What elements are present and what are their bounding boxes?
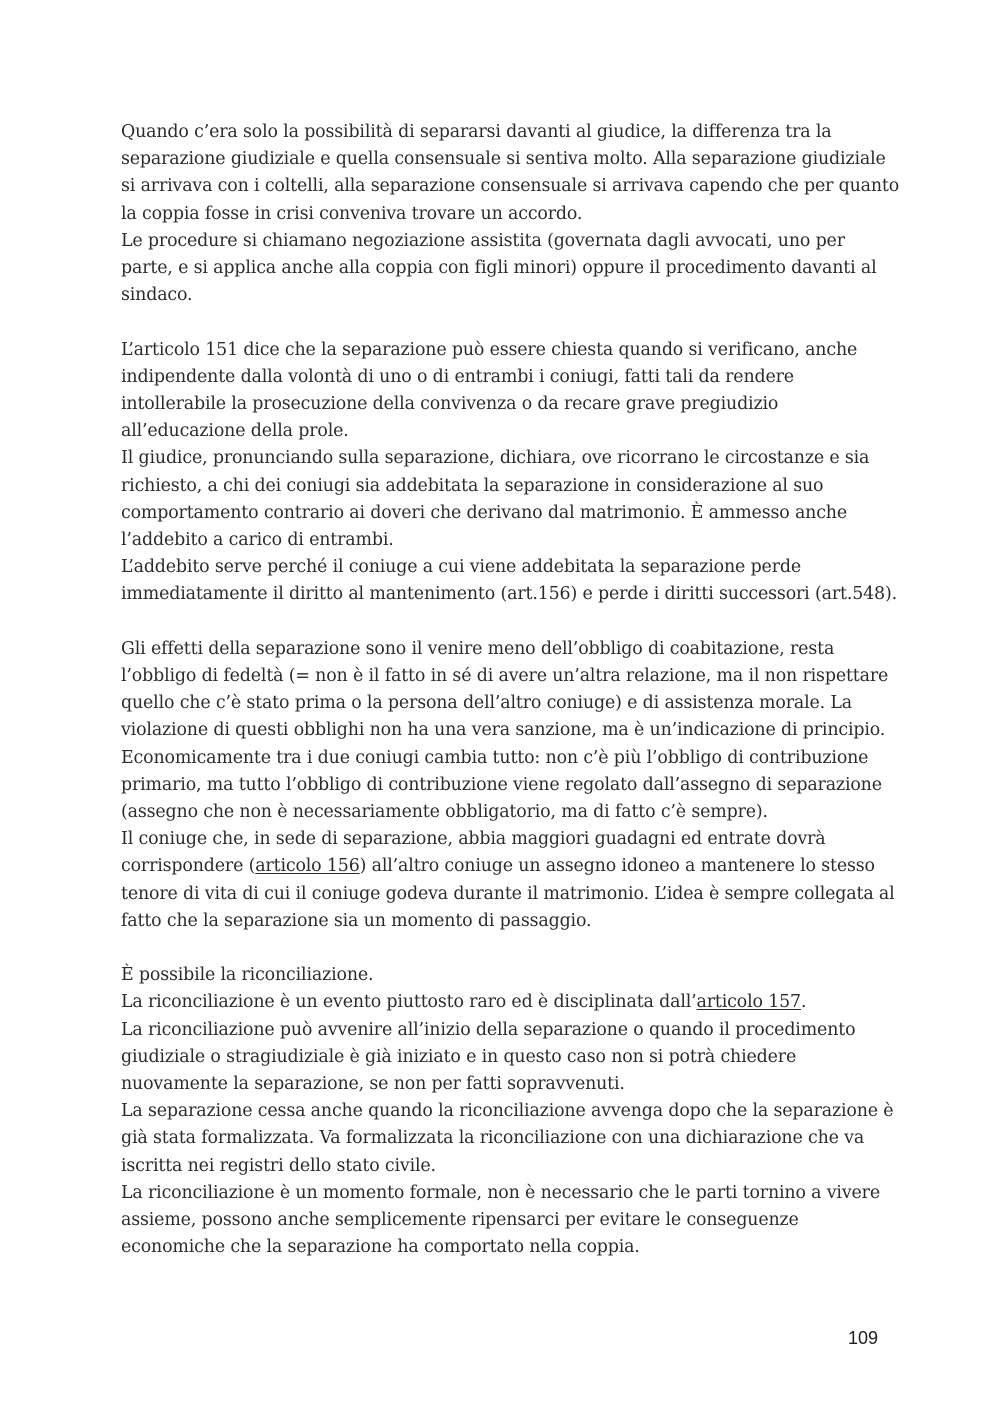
text-line xyxy=(121,146,893,173)
text-segment: Economicamente tra i due coniugi cambia tutto: non c’è più l’obbligo di contribuzione xyxy=(121,747,869,768)
text-line xyxy=(121,1098,893,1125)
text-segment: parte, e si applica anche alla coppia con figli minori) oppure il procedimento davanti al xyxy=(121,258,877,279)
text-segment: quello che c’è stato prima o la persona dell’altro coniuge) e di assistenza morale. La xyxy=(121,693,853,714)
text-segment: la coppia fosse in crisi conveniva trovare un accordo. xyxy=(121,203,583,224)
text-segment: Gli effetti della separazione sono il venire meno dell’obbligo di coabitazione, resta xyxy=(121,638,835,659)
text-segment: indipendente dalla volontà di uno o di entrambi i coniugi, fatti tali da rendere xyxy=(121,366,794,387)
text-line xyxy=(121,690,893,717)
text-line xyxy=(121,581,897,608)
article-link[interactable]: articolo 156 xyxy=(255,856,360,877)
text-segment: La riconciliazione è un momento formale, non è necessario che le parti tornino a vivere xyxy=(121,1182,880,1203)
text-segment: si arrivava con i coltelli, alla separazione consensuale si arrivava capendo che per quanto xyxy=(121,176,900,197)
body-text xyxy=(121,119,900,1289)
text-line xyxy=(121,473,893,500)
text-line xyxy=(121,1044,893,1071)
paragraph xyxy=(121,636,893,935)
text-line xyxy=(121,228,893,255)
text-line xyxy=(121,799,893,826)
text-line xyxy=(121,391,893,418)
text-segment: assieme, possono anche semplicemente ripensarci per evitare le conseguenze xyxy=(121,1210,799,1231)
text-line xyxy=(121,554,893,581)
text-line xyxy=(121,445,893,472)
text-segment: Le procedure si chiamano negoziazione assistita (governata dagli avvocati, uno per xyxy=(121,230,845,251)
text-segment: tenore di vita di cui il coniuge godeva durante il matrimonio. L’idea è sempre collegata al xyxy=(121,883,895,904)
text-segment: intollerabile la prosecuzione della convivenza o da recare grave pregiudizio xyxy=(121,394,779,415)
text-line xyxy=(121,663,893,690)
text-line xyxy=(121,1125,893,1152)
text-line xyxy=(121,173,900,200)
paragraph xyxy=(121,119,900,309)
text-line xyxy=(121,1207,893,1234)
text-segment: immediatamente il diritto al mantenimento (art.156) e perde i diritti successori (art.548). xyxy=(121,584,897,605)
text-segment: L’articolo 151 dice che la separazione può essere chiesta quando si verificano, anche xyxy=(121,339,858,360)
text-line xyxy=(121,717,893,744)
paragraph xyxy=(121,962,893,1261)
text-segment: sindaco. xyxy=(121,285,193,306)
text-segment: l’obbligo di fedeltà (= non è il fatto in sé di avere un’altra relazione, ma il non rispettare xyxy=(121,666,889,687)
text-line xyxy=(121,989,893,1016)
text-segment: . xyxy=(800,992,807,1013)
article-link[interactable]: articolo 157 xyxy=(696,992,801,1013)
page-number: 109 xyxy=(847,1328,878,1348)
text-segment: richiesto, a chi dei coniugi sia addebitata la separazione in considerazione al suo xyxy=(121,475,824,496)
text-line xyxy=(121,282,893,309)
text-line xyxy=(121,1234,893,1261)
text-segment: La riconciliazione può avvenire all’inizio della separazione o quando il procedimento xyxy=(121,1019,856,1040)
paragraph xyxy=(121,337,897,609)
text-line xyxy=(121,255,893,282)
text-segment: all’educazione della prole. xyxy=(121,421,349,442)
text-line xyxy=(121,636,893,663)
text-segment: l’addebito a carico di entrambi. xyxy=(121,530,394,551)
text-line xyxy=(121,418,893,445)
text-segment: iscritta nei registri dello stato civile. xyxy=(121,1155,436,1176)
text-line xyxy=(121,853,893,880)
text-line xyxy=(121,908,893,935)
text-line xyxy=(121,1071,893,1098)
text-segment: comportamento contrario ai doveri che derivano dal matrimonio. È ammesso anche xyxy=(121,502,847,523)
text-segment: La separazione cessa anche quando la riconciliazione avvenga dopo che la separazione è xyxy=(121,1101,894,1122)
text-line xyxy=(121,1153,893,1180)
text-line xyxy=(121,337,893,364)
text-segment: giudiziale o stragiudiziale è già iniziato e in questo caso non si potrà chiedere xyxy=(121,1046,797,1067)
text-segment: Il giudice, pronunciando sulla separazione, dichiara, ove ricorrano le circostanze e sia xyxy=(121,448,870,469)
text-line xyxy=(121,527,893,554)
text-line xyxy=(121,826,893,853)
text-line xyxy=(121,201,893,228)
text-segment: separazione giudiziale e quella consensuale si sentiva molto. Alla separazione giudiziale xyxy=(121,149,886,170)
text-segment: violazione di questi obblighi non ha una vera sanzione, ma è un’indicazione di principio. xyxy=(121,720,886,741)
text-line xyxy=(121,500,893,527)
text-segment: corrispondere ( xyxy=(121,856,256,877)
text-segment: primario, ma tutto l’obbligo di contribuzione viene regolato dall’assegno di separazione xyxy=(121,774,882,795)
text-segment: ) all’altro coniuge un assegno idoneo a mantenere lo stesso xyxy=(359,856,875,877)
text-segment: L’addebito serve perché il coniuge a cui viene addebitata la separazione perde xyxy=(121,557,801,578)
text-line xyxy=(121,962,893,989)
text-line xyxy=(121,745,893,772)
text-segment: È possibile la riconciliazione. xyxy=(121,965,374,986)
text-line xyxy=(121,881,893,908)
text-segment: nuovamente la separazione, se non per fatti sopravvenuti. xyxy=(121,1074,625,1095)
text-segment: Il coniuge che, in sede di separazione, abbia maggiori guadagni ed entrate dovrà xyxy=(121,829,826,850)
text-line xyxy=(121,1017,893,1044)
text-line xyxy=(121,772,893,799)
text-segment: fatto che la separazione sia un momento di passaggio. xyxy=(121,910,592,931)
text-segment: La riconciliazione è un evento piuttosto raro ed è disciplinata dall’ xyxy=(121,992,697,1013)
text-line xyxy=(121,364,893,391)
text-segment: Quando c’era solo la possibilità di separarsi davanti al giudice, la differenza tra la xyxy=(121,122,832,142)
text-segment: già stata formalizzata. Va formalizzata la riconciliazione con una dichiarazione che va xyxy=(121,1128,865,1149)
text-line xyxy=(121,1180,893,1207)
text-segment: economiche che la separazione ha comportato nella coppia. xyxy=(121,1237,640,1258)
text-line xyxy=(121,119,893,146)
text-segment: (assegno che non è necessariamente obbligatorio, ma di fatto c’è sempre). xyxy=(121,802,768,823)
